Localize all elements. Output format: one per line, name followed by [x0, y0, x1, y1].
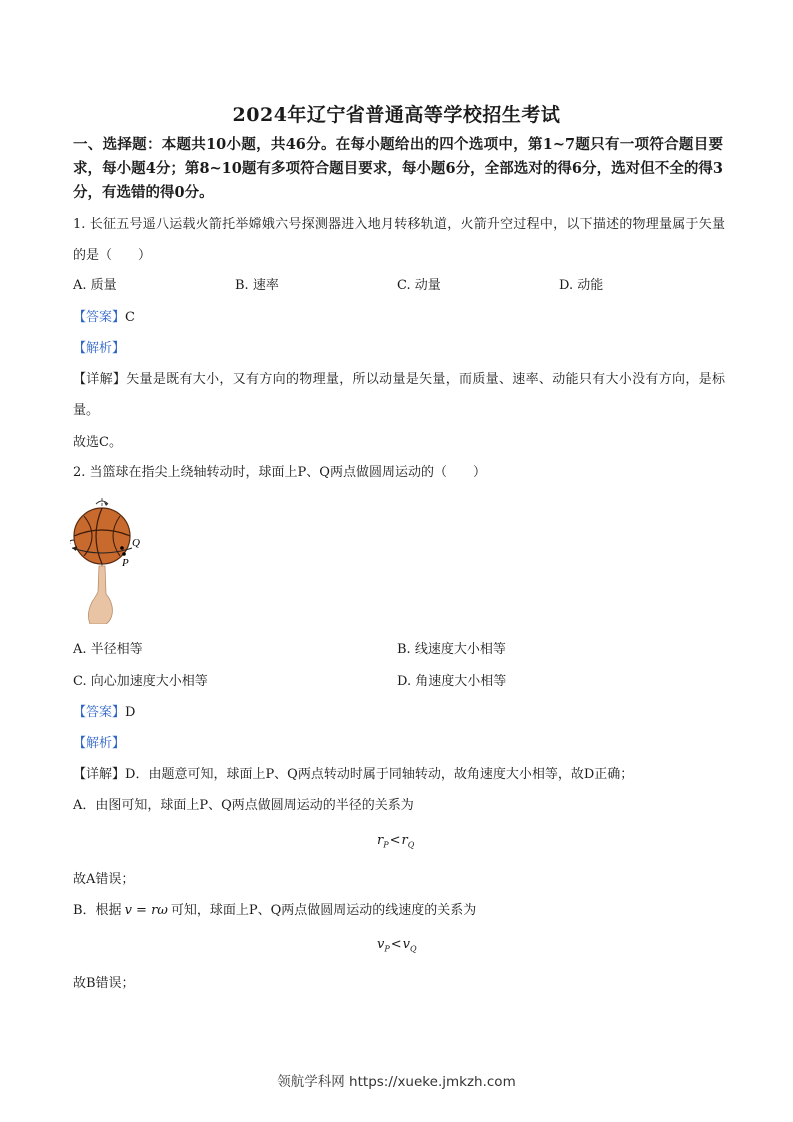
q2-option-c: C. 向心加速度大小相等: [73, 674, 208, 689]
page-title: 2024年辽宁省普通高等学校招生考试: [232, 104, 561, 126]
answer-tag: 【答案】: [73, 310, 126, 325]
q2-answer-value: D: [125, 705, 136, 720]
answer-tag: 【答案】: [73, 705, 126, 720]
basketball-figure: [70, 494, 150, 624]
q2-b-explanation: [73, 902, 476, 920]
footer-watermark: 领航学科网 https://xueke.jmkzh.com: [277, 1074, 516, 1090]
formula-rhs: r: [401, 833, 408, 848]
point-p-label: P: [122, 557, 129, 569]
formula-rhs-sub: Q: [410, 944, 417, 954]
q2-b-conclusion: 故B错误；: [73, 976, 135, 991]
question-2-stem: 2. 当篮球在指尖上绕轴转动时，球面上P、Q两点做圆周运动的（ ）: [73, 465, 486, 480]
formula-lhs-sub: P: [383, 840, 389, 850]
b-text-post: 可知，球面上P、Q两点做圆周运动的线速度的关系为: [170, 903, 477, 918]
formula-v-equals-r-omega: v = rω: [124, 903, 168, 918]
b-text-pre: B．根据: [73, 903, 122, 918]
q2-option-a: A. 半径相等: [73, 642, 143, 657]
formula-lhs: r: [377, 833, 384, 848]
point-q-label: Q: [132, 537, 140, 549]
q1-answer: [73, 309, 135, 327]
q2-detail-text: D．由题意可知，球面上P、Q两点转动时属于同轴转动，故角速度大小相等，故D正确；: [125, 767, 634, 782]
formula-op: <: [389, 833, 401, 848]
q1-detail: [73, 364, 725, 426]
q2-option-b: B. 线速度大小相等: [397, 642, 506, 657]
section-heading: 一、选择题：本题共10小题，共46分。在每小题给出的四个选项中，第1~7题只有一项符合题目要求，每小题4分；第8~10题有多项符合题目要求，每小题6分，全部选对的得6分，选对但不全的得3分，有选错的得0分。: [73, 136, 723, 201]
formula-rhs-sub: Q: [407, 840, 415, 850]
q2-answer: [73, 704, 135, 722]
formula-rhs: v: [402, 937, 411, 952]
q1-option-a: A. 质量: [73, 278, 117, 293]
analysis-tag: 【解析】: [73, 341, 126, 356]
formula-v-compare: [377, 937, 417, 954]
q1-conclusion: 故选C。: [73, 435, 122, 450]
q1-option-b: B. 速率: [235, 278, 279, 293]
formula-lhs-sub: P: [384, 944, 390, 954]
q2-detail: [73, 766, 633, 784]
q2-a-explanation: A．由图可知，球面上P、Q两点做圆周运动的半径的关系为: [73, 798, 414, 813]
detail-tag: 【详解】: [73, 372, 127, 387]
q1-option-c: C. 动量: [397, 278, 441, 293]
q1-option-d: D. 动能: [559, 278, 604, 293]
q2-analysis-tag: [73, 735, 125, 753]
formula-r-compare: [377, 833, 414, 850]
basketball-illustration: [70, 494, 150, 624]
q2-option-d: D. 角速度大小相等: [397, 674, 507, 689]
formula-lhs: v: [377, 937, 385, 952]
question-1-stem: 1. 长征五号遥八运载火箭托举嫦娥六号探测器进入地月转移轨道，火箭升空过程中，以下描述的物理量属于矢量的是（ ）: [73, 217, 725, 263]
formula-op: <: [390, 937, 402, 952]
q1-answer-value: C: [125, 310, 135, 325]
q1-analysis-tag: [73, 340, 125, 358]
q1-detail-text: 矢量是既有大小，又有方向的物理量，所以动量是矢量，而质量、速率、动能只有大小没有方向，是标量。: [73, 372, 725, 418]
q2-a-conclusion: 故A错误；: [73, 872, 135, 887]
analysis-tag: 【解析】: [73, 736, 126, 751]
detail-tag: 【详解】: [73, 767, 126, 782]
